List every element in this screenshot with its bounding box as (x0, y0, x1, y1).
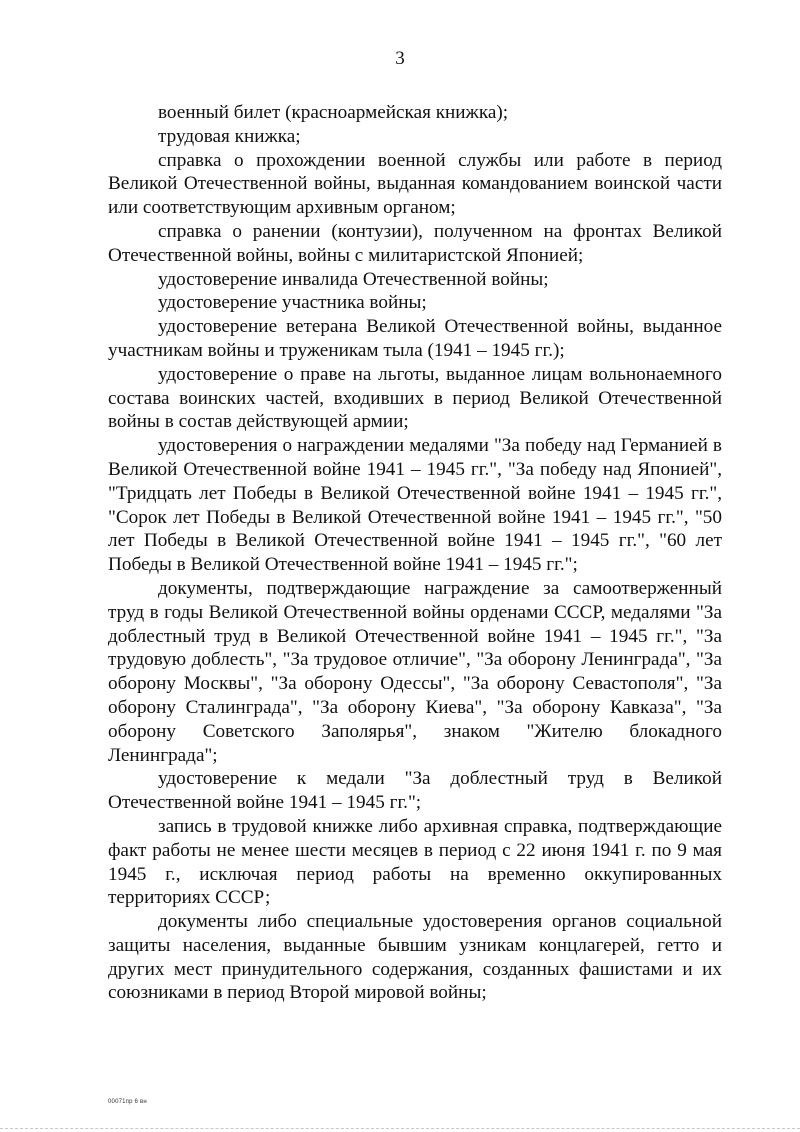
paragraph-work-record-entry: запись в трудовой книжке либо архивная справка, подтверждающие факт работы не менее шести месяцев в период с 22 июня 1941 г. по 9 мая 1945 г., исключая период работы на временно оккупированных территориях СССР; (108, 815, 722, 909)
paragraph-invalid-certificate: удостоверение инвалида Отечественной войны; (158, 268, 549, 290)
paragraph-medal-certificate-labor: удостоверение к медали "За доблестный труд в Великой Отечественной войне 1941 – 1945 гг."; (108, 768, 722, 814)
paragraph-veteran-certificate: удостоверение ветерана Великой Отечественной войны, выданное участникам войны и труженикам тыла (1941 – 1945 гг.); (108, 316, 722, 361)
paragraph-prisoner-documents: документы либо специальные удостоверения органов социальной защиты населения, выданные бывшим узникам концлагерей, гетто и других мест принудительного содержания, созданных фашистами и их союзниками в период Второй мировой войны; (108, 911, 722, 1004)
paragraph-service-certificate: справка о прохождении военной службы или работе в период Великой Отечественной войны, выданная командованием воинской части или соответствующим архивным органом; (108, 149, 722, 219)
paragraph-medal-certificates: удостоверения о награждении медалями "За победу над Германией в Великой Отечественной войне 1941 – 1945 гг.", "За победу над Японией", "Тридцать лет Победы в Великой Отечественной войне 1941 – 1945 гг.", "Сорок лет Победы в Великой Отечественной войне 1941 – 1945 гг.", "50 лет Победы в Великой Отечественной войне 1941 – 1945 гг.", "60 лет Победы в Великой Отечественной войне 1941 – 1945 гг."; (108, 435, 722, 576)
paragraph-participant-certificate: удостоверение участника войны; (158, 292, 427, 314)
paragraph-employment-record: трудовая книжка; (158, 125, 301, 147)
paragraph-award-documents: документы, подтверждающие награждение за самоотверженный труд в годы Великой Отечественной войны орденами СССР, медалями "За доблестный труд в Великой Отечественной войне 1941 – 1945 гг.", "За трудовую доблесть", "За трудовое отличие", "За оборону Ленинграда", "За оборону Москвы", "За оборону Одессы", "За оборону Севастополя", "За оборону Сталинграда", "За оборону Киева", "За оборону Кавказа", "За оборону Советского Заполярья", знаком "Жителю блокадного Ленинграда"; (108, 577, 722, 766)
paragraph-benefits-certificate: удостоверение о праве на льготы, выданное лицам вольнонаемного состава воинских частей, входивших в период Великой Отечественной войны в состав действующей армии; (108, 363, 722, 433)
page-number: 3 (395, 48, 405, 69)
paragraph-wound-certificate: справка о ранении (контузии), полученном на фронтах Великой Отечественной войны, войны с милитаристской Японией; (108, 220, 722, 266)
footer-document-code: 00071пр 6 вн (108, 1099, 147, 1105)
page-bottom-edge (0, 1128, 800, 1129)
paragraph-military-id: военный билет (красноармейская книжка); (158, 102, 509, 123)
document-body (108, 101, 722, 1005)
